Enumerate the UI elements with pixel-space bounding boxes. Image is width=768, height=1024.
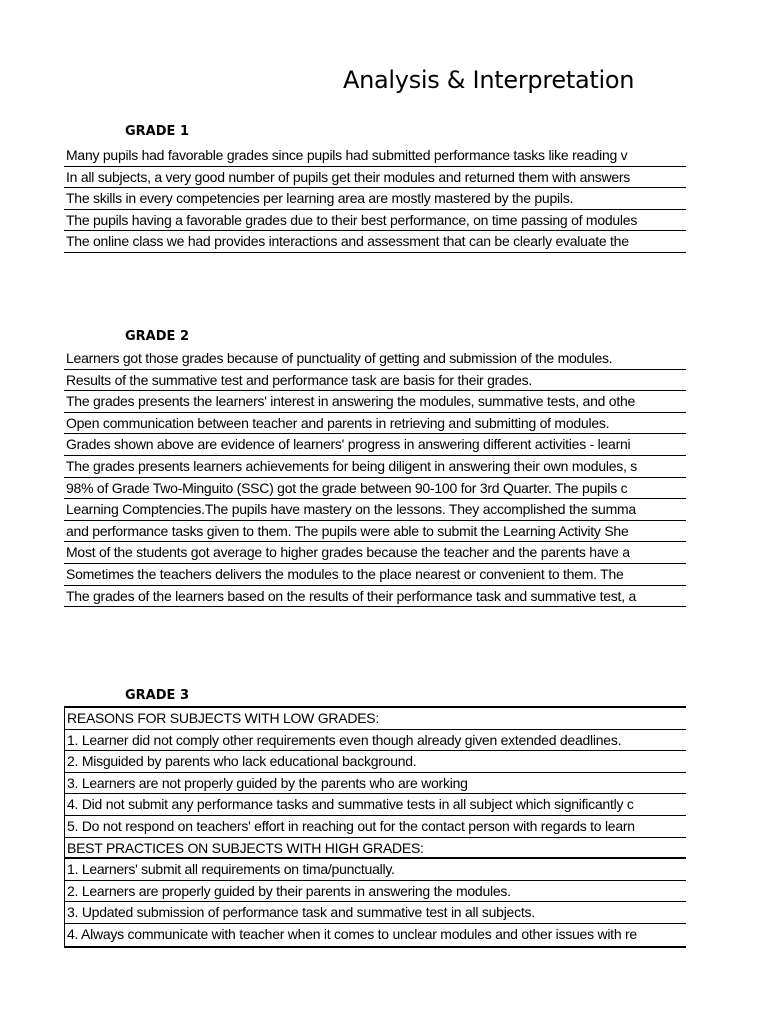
grade-1-row: The online class we had provides interactions and assessment that can be clearly evaluate the: [64, 231, 686, 253]
grade-2-row: Results of the summative test and performance task are basis for their grades.: [64, 370, 686, 392]
grade-2-row: The grades presents learners achievements for being diligent in answering their own modules, s: [64, 456, 686, 478]
high-grades-row: 3. Updated submission of performance task and summative test in all subjects.: [65, 902, 686, 924]
grade-1-row: The pupils having a favorable grades due to their best performance, on time passing of modules: [64, 210, 686, 232]
grade-1-row: In all subjects, a very good number of pupils get their modules and returned them with answers: [64, 167, 686, 189]
low-grades-row: 5. Do not respond on teachers' effort in reaching out for the contact person with regards to learn: [65, 816, 686, 838]
grade-1-label: GRADE 1: [125, 124, 189, 139]
low-grades-heading: REASONS FOR SUBJECTS WITH LOW GRADES:: [65, 708, 686, 730]
grade-3-table: [64, 706, 686, 948]
grade-2-row: and performance tasks given to them. The pupils were able to submit the Learning Activity She: [64, 521, 686, 543]
grade-2-row: Grades shown above are evidence of learners' progress in answering different activities - learni: [64, 434, 686, 456]
grade-2-row: Learning Comptencies.The pupils have mastery on the lessons. They accomplished the summa: [64, 499, 686, 521]
grade-2-row: The grades presents the learners' interest in answering the modules, summative tests, and othe: [64, 391, 686, 413]
grade-1-row: The skills in every competencies per learning area are mostly mastered by the pupils.: [64, 188, 686, 210]
low-grades-row: 1. Learner did not comply other requirements even though already given extended deadlines.: [65, 730, 686, 752]
grade-2-row: Most of the students got average to higher grades because the teacher and the parents have a: [64, 542, 686, 564]
high-grades-heading: BEST PRACTICES ON SUBJECTS WITH HIGH GRADES:: [65, 838, 686, 860]
grade-2-label: GRADE 2: [125, 329, 189, 344]
low-grades-row: 2. Misguided by parents who lack educational background.: [65, 751, 686, 773]
grade-2-row: The grades of the learners based on the results of their performance task and summative test, a: [64, 586, 686, 608]
grade-2-row: Learners got those grades because of punctuality of getting and submission of the modules.: [64, 348, 686, 370]
low-grades-row: 4. Did not submit any performance tasks and summative tests in all subject which significantly c: [65, 794, 686, 816]
grade-2-row: 98% of Grade Two-Minguito (SSC) got the grade between 90-100 for 3rd Quarter. The pupils c: [64, 478, 686, 500]
grade-1-row: Many pupils had favorable grades since pupils had submitted performance tasks like reading v: [64, 145, 686, 167]
grade-1-notes: [64, 145, 686, 253]
high-grades-row: 4. Always communicate with teacher when it comes to unclear modules and other issues with re: [67, 925, 637, 942]
high-grades-row: 1. Learners' submit all requirements on tima/punctually.: [65, 859, 686, 881]
grade-2-row: Open communication between teacher and parents in retrieving and submitting of modules.: [64, 413, 686, 435]
grade-3-label: GRADE 3: [125, 688, 189, 703]
low-grades-row: 3. Learners are not properly guided by the parents who are working: [65, 773, 686, 795]
grade-2-row: Sometimes the teachers delivers the modules to the place nearest or convenient to them. The: [64, 564, 686, 586]
page-title: Analysis & Interpretation: [343, 66, 635, 94]
high-grades-row: 2. Learners are properly guided by their parents in answering the modules.: [65, 881, 686, 903]
grade-2-notes: [64, 348, 686, 607]
